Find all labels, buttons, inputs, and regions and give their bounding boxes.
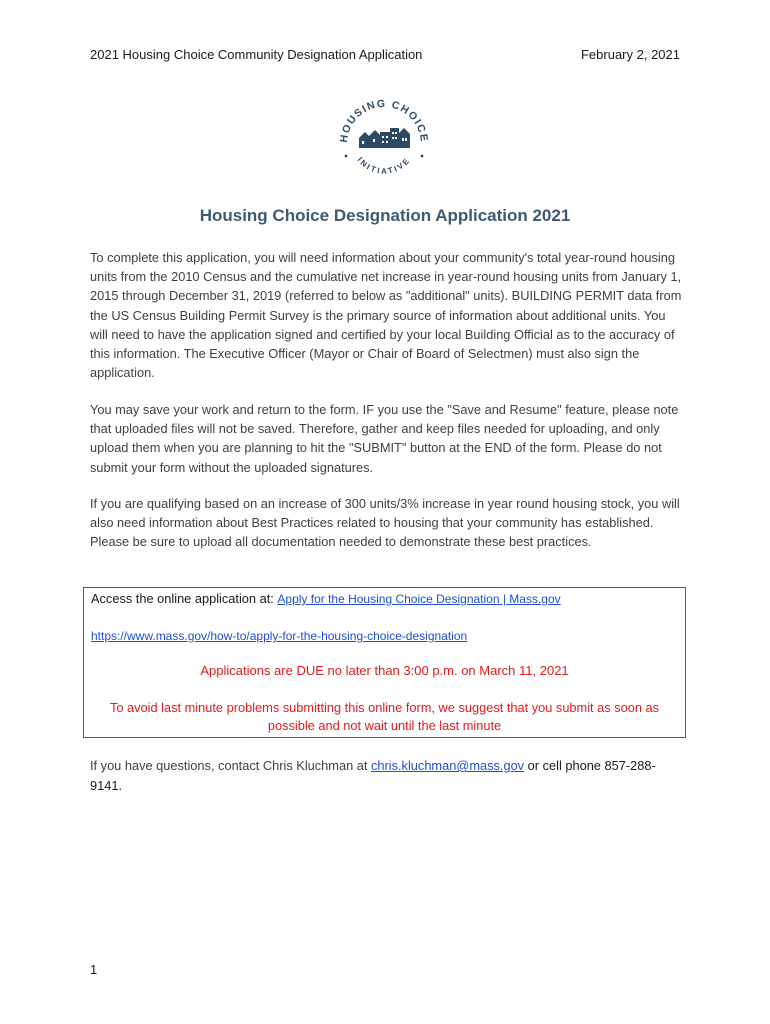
housing-choice-initiative-logo [329, 86, 439, 196]
page-number: 1 [90, 962, 98, 977]
svg-text:INITIATIVE [356, 155, 413, 175]
intro-paragraph: To complete this application, you will need information about your community's total year-round housing units from the 2010 Census and the cumulative net increase in year-round housing units from January 1, 2015 through December 31, 2019 (referred to below as "additional" units). BUILDING PERMIT data from the US Census Building Permit Survey is the primary source of information about additional units. You will need to have the application signed and certified by your local Building Official as to the accuracy of this information. The Executive Officer (Mayor or Chair of Board of Selectmen) must also sign the application. [90, 250, 682, 381]
houses-skyline-icon [359, 128, 410, 148]
header-date: February 2, 2021 [580, 47, 680, 62]
url-line [91, 627, 467, 645]
submission-warning: To avoid last minute problems submitting this online form, we suggest that you submit as soon as possible and not wait until the last minute [109, 700, 660, 733]
access-line [91, 591, 561, 606]
header-title: 2021 Housing Choice Community Designation Application [90, 47, 423, 62]
application-url-link[interactable]: https://www.mass.gov/how-to/apply-for-the-housing-choice-designation [91, 629, 468, 643]
due-date-notice: Applications are DUE no later than 3:00 p.m. on March 11, 2021 [200, 663, 569, 678]
best-practices-paragraph: If you are qualifying based on an increase of 300 units/3% increase in year round housing stock, you will also need information about Best Practices related to housing that your community has established. Please be sure to upload all documentation needed to demonstrate these best practices. [90, 496, 680, 550]
email-link[interactable]: chris.kluchman@mass.gov [370, 758, 525, 773]
page-title: Housing Choice Designation Application 2021 [199, 206, 571, 225]
access-label: Access the online application at: [91, 591, 278, 606]
contact-prefix: If you have questions, contact Chris Kluchman at [90, 758, 371, 773]
contact-paragraph [90, 756, 680, 795]
contact-phone: or cell phone 857-288-9141. [90, 758, 656, 793]
logo-arc-text: HOUSING CHOICE [337, 97, 431, 144]
application-info-box [83, 587, 686, 738]
apply-link[interactable]: Apply for the Housing Choice Designation | Mass.gov [277, 592, 561, 606]
logo-bottom-text: INITIATIVE [355, 155, 413, 176]
save-resume-paragraph: You may save your work and return to the form. IF you use the "Save and Resume" feature, please note that uploaded files will not be saved. Therefore, gather and keep files needed for uploading, and only upload them when you are planning to hit the "SUBMIT" button at the END of the form. Please do not submit your form without the uploaded signatures. [90, 402, 679, 475]
